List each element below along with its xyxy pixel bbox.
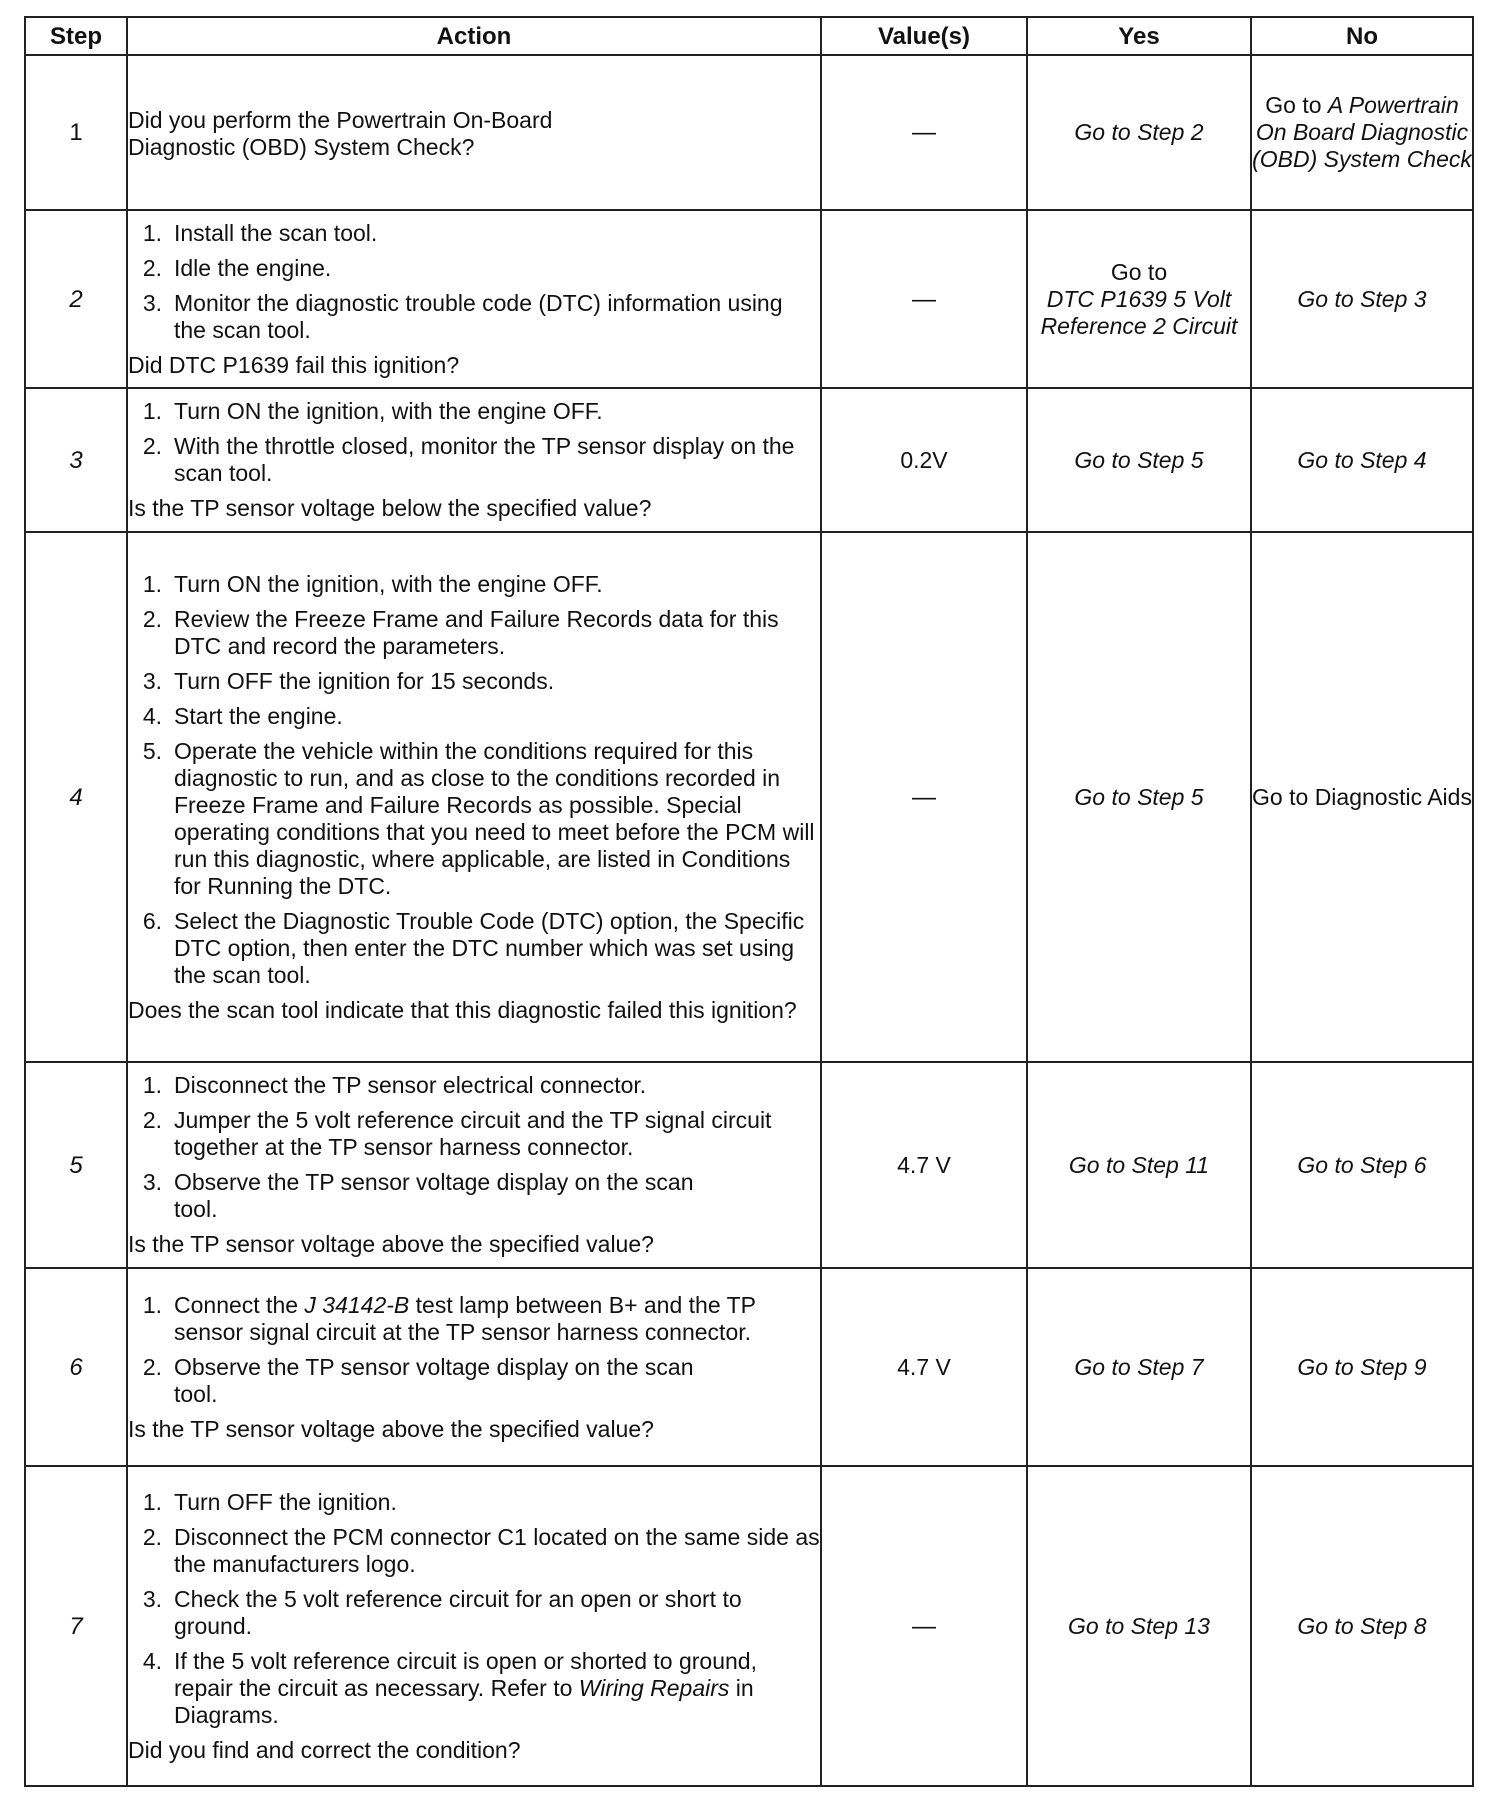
yes-cell: Go to Step 7: [1027, 1268, 1251, 1466]
action-list: [128, 1072, 820, 1223]
list-item: 3. Check the 5 volt reference circuit for an open or short to ground.: [142, 1585, 742, 1639]
table-row: [25, 210, 1473, 388]
list-item: 2. Idle the engine.: [142, 254, 332, 281]
list-item: 3. Observe the TP sensor voltage display on the scan tool.: [142, 1169, 694, 1222]
value-cell: —: [821, 1466, 1027, 1786]
list-item: 1. Connect the J 34142-B test lamp between B+ and the TP sensor signal circuit at the TP sensor harness connector.: [142, 1291, 756, 1345]
list-item: 4. If the 5 volt reference circuit is open or shorted to ground, repair the circuit as necessary. Refer to Wiring Repairs in Diagrams.: [142, 1647, 757, 1728]
yes-cell: Go to Step 13: [1027, 1466, 1251, 1786]
tool-reference: J 34142-B: [304, 1291, 410, 1318]
yes-cell: Go to Step 2: [1027, 55, 1251, 210]
action-cell: [127, 1466, 821, 1786]
list-item: 3. Monitor the diagnostic trouble code (DTC) information using the scan tool.: [142, 289, 783, 343]
list-item: 1. Turn OFF the ignition.: [142, 1488, 397, 1515]
question-text: Is the TP sensor voltage below the specified value?: [128, 495, 652, 521]
action-cell: [127, 1062, 821, 1268]
header-row: [25, 17, 1473, 55]
header-action: Action: [127, 17, 821, 55]
action-cell: [127, 532, 821, 1062]
table-row: [25, 1466, 1473, 1786]
no-cell: Go to Step 6: [1251, 1062, 1473, 1268]
action-list: [128, 1292, 820, 1408]
question-text: Did you find and correct the condition?: [128, 1736, 521, 1763]
action-cell: [127, 55, 821, 210]
value-cell: —: [821, 210, 1027, 388]
value-cell: 4.7 V: [821, 1062, 1027, 1268]
yes-cell: Go to Step 5: [1027, 532, 1251, 1062]
list-item: 2. Jumper the 5 volt reference circuit and the TP signal circuit together at the TP sensor harness connector.: [142, 1107, 772, 1160]
yes-cell: Go to Step 5: [1027, 388, 1251, 532]
step-number: 5: [25, 1062, 127, 1268]
no-cell: [1251, 55, 1473, 210]
list-item: 2. Observe the TP sensor voltage display on the scan tool.: [142, 1353, 694, 1407]
value-cell: 4.7 V: [821, 1268, 1027, 1466]
no-link: A Powertrain On Board Diagnostic (OBD) System Check: [1252, 92, 1472, 172]
question-text: Did DTC P1639 fail this ignition?: [128, 351, 460, 378]
no-cell: Go to Step 9: [1251, 1268, 1473, 1466]
no-cell: Go to Step 8: [1251, 1466, 1473, 1786]
table-row: [25, 1268, 1473, 1466]
action-list: [128, 220, 820, 344]
no-prefix: Go to: [1265, 92, 1328, 118]
question-text: Did you perform the Powertrain On-Board Diagnostic (OBD) System Check?: [128, 106, 553, 160]
wiring-repairs-link: Wiring Repairs: [578, 1674, 730, 1701]
step-number: 2: [25, 210, 127, 388]
table-row: [25, 388, 1473, 532]
step-number: 4: [25, 532, 127, 1062]
list-item: 5. Operate the vehicle within the conditions required for this diagnostic to run, and as close to the conditions recorded in Freeze Frame and Failure Records as possible. Special operating conditions that you need to meet before the PCM will run this diagnostic, where applicable, are listed in Conditions for Running the DTC.: [142, 737, 815, 899]
action-list: [128, 398, 820, 487]
yes-prefix: Go to: [1110, 258, 1168, 285]
action-list: [128, 1489, 820, 1729]
step-number: 3: [25, 388, 127, 532]
no-cell: Go to Diagnostic Aids: [1251, 532, 1473, 1062]
header-yes: Yes: [1027, 17, 1251, 55]
question-text: Does the scan tool indicate that this diagnostic failed this ignition?: [128, 996, 797, 1023]
action-cell: [127, 1268, 821, 1466]
header-step: Step: [25, 17, 127, 55]
list-item: 1. Install the scan tool.: [142, 219, 378, 246]
yes-cell: [1027, 210, 1251, 388]
question-text: Is the TP sensor voltage above the specified value?: [128, 1415, 654, 1442]
header-no: No: [1251, 17, 1473, 55]
no-cell: Go to Step 4: [1251, 388, 1473, 532]
list-item: 6. Select the Diagnostic Trouble Code (DTC) option, the Specific DTC option, then enter the DTC number which was set using the scan tool.: [142, 907, 805, 988]
list-item: 1. Disconnect the TP sensor electrical connector.: [142, 1072, 647, 1098]
list-item: 4. Start the engine.: [142, 702, 343, 729]
list-item: 1. Turn ON the ignition, with the engine OFF.: [142, 398, 603, 424]
action-list: [128, 571, 820, 989]
list-item: 3. Turn OFF the ignition for 15 seconds.: [142, 667, 555, 694]
diagnostic-table: [24, 16, 1474, 1787]
table-row: [25, 1062, 1473, 1268]
value-cell: —: [821, 532, 1027, 1062]
value-cell: 0.2V: [821, 388, 1027, 532]
list-item: 2. With the throttle closed, monitor the TP sensor display on the scan tool.: [142, 433, 795, 486]
action-cell: [127, 210, 821, 388]
action-cell: [127, 388, 821, 532]
header-values: Value(s): [821, 17, 1027, 55]
no-cell: Go to Step 3: [1251, 210, 1473, 388]
table-row: [25, 532, 1473, 1062]
value-cell: —: [821, 55, 1027, 210]
yes-cell: Go to Step 11: [1027, 1062, 1251, 1268]
step-number: 1: [25, 55, 127, 210]
list-item: 2. Disconnect the PCM connector C1 located on the same side as the manufacturers logo.: [142, 1523, 820, 1577]
table-row: [25, 55, 1473, 210]
step-number: 6: [25, 1268, 127, 1466]
list-item: 2. Review the Freeze Frame and Failure Records data for this DTC and record the parameters.: [142, 605, 779, 659]
step-number: 7: [25, 1466, 127, 1786]
yes-link: DTC P1639 5 Volt Reference 2 Circuit: [1040, 285, 1238, 339]
question-text: Is the TP sensor voltage above the specified value?: [128, 1231, 654, 1257]
list-item: 1. Turn ON the ignition, with the engine OFF.: [142, 570, 603, 597]
